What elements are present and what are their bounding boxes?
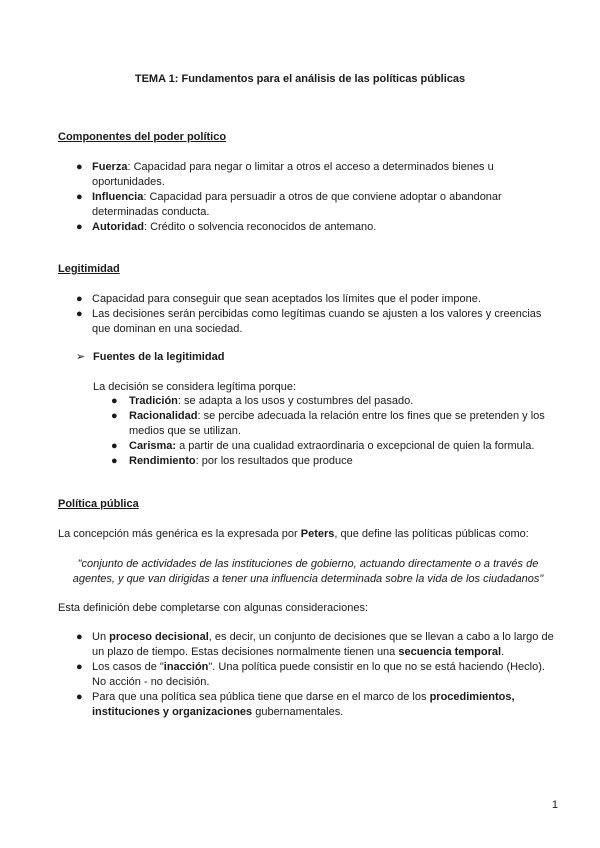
list-item: [93, 454, 563, 469]
subheading-fuentes: [76, 350, 224, 365]
bullet-icon: ●: [76, 191, 83, 203]
definition: : Capacidad para negar o limitar a otros el acceso a determinados bienes u oportunidades.: [92, 161, 494, 188]
bullet-icon: ●: [76, 308, 83, 320]
section-heading-legitimidad: Legitimidad: [58, 263, 120, 275]
author-name: Peters: [300, 528, 335, 540]
bullet-icon: ●: [76, 661, 83, 673]
key-term: proceso decisional: [109, 631, 209, 643]
term: Carisma:: [129, 440, 177, 452]
bullet-icon: ●: [76, 631, 83, 643]
key-term: inacción: [163, 661, 209, 673]
list-item: [58, 690, 558, 720]
bullet-icon: ●: [76, 161, 83, 173]
fuentes-intro: La decisión se considera legítima porque:: [93, 381, 297, 393]
term: Racionalidad: [129, 410, 198, 422]
term: Rendimiento: [129, 455, 196, 467]
bullet-icon: ●: [76, 691, 83, 703]
section-heading-politica-publica: Política pública: [58, 498, 139, 510]
list-item-text: Capacidad para conseguir que sean aceptados los límites que el poder impone.: [92, 293, 481, 305]
definition: : se adapta a los usos y costumbres del pasado.: [177, 395, 414, 407]
term: Fuerza: [92, 161, 128, 173]
bullet-list-consideraciones: [58, 630, 558, 720]
document-title: TEMA 1: Fundamentos para el análisis de las políticas públicas: [134, 73, 466, 85]
text-run: Los casos de ": [92, 661, 164, 673]
key-term: procedimientos, instituciones y organizaciones: [92, 691, 515, 718]
bullet-icon: ●: [111, 455, 118, 467]
list-item: [58, 190, 558, 220]
list-item: [93, 394, 563, 409]
definition: : Crédito o solvencia reconocidos de antemano.: [143, 221, 377, 233]
bullet-list-legitimidad: [58, 292, 558, 337]
bullet-icon: ●: [111, 440, 118, 452]
term: Autoridad: [92, 221, 144, 233]
text-run: gubernamentales.: [252, 706, 344, 718]
text-run: , es decir, un conjunto de decisiones que se llevan a cabo a lo largo de un plazo de tiempo. Estas decisiones normalmente tienen una: [92, 631, 554, 658]
text-run: ". Una política puede consistir en lo que no se está haciendo (Heclo). No acción - no decisión.: [92, 661, 545, 688]
bullet-icon: ●: [111, 395, 118, 407]
key-term: secuencia temporal: [398, 646, 502, 658]
definition: : por los resultados que produce: [195, 455, 353, 467]
text-run: Un: [92, 631, 110, 643]
list-item: [58, 292, 558, 307]
list-item: [58, 630, 558, 660]
text-run: , que define las políticas públicas como:: [334, 528, 529, 540]
bullet-icon: ●: [111, 410, 118, 422]
peters-intro: [58, 527, 558, 542]
text-run: .: [501, 646, 505, 658]
list-item: [58, 660, 558, 690]
bullet-icon: ●: [76, 221, 83, 233]
list-item: [58, 220, 558, 235]
list-item: [93, 409, 563, 439]
bullet-list-componentes: [58, 160, 558, 235]
term: Influencia: [92, 191, 144, 203]
section-heading-componentes: Componentes del poder político: [58, 131, 227, 143]
subheading-text: Fuentes de la legitimidad: [93, 351, 225, 363]
page-number: 1: [551, 799, 558, 811]
term: Tradición: [129, 395, 178, 407]
list-item: [58, 160, 558, 190]
list-item-text: Las decisiones serán percibidas como legítimas cuando se ajusten a los valores y creencias que dominan en una sociedad.: [92, 308, 542, 335]
bullet-list-fuentes: [93, 394, 563, 469]
text-run: La concepción más genérica es la expresada por: [58, 528, 301, 540]
definition: : se percibe adecuada la relación entre los fines que se pretenden y los medios que se utilizan.: [129, 410, 545, 437]
list-item: [93, 439, 563, 454]
arrow-bullet-icon: ➢: [76, 351, 86, 363]
bullet-icon: ●: [76, 293, 83, 305]
text-run: Para que una política sea pública tiene que darse en el marco de los: [92, 691, 430, 703]
definition: : Capacidad para persuadir a otros de que conviene adoptar o abandonar determinadas conducta.: [92, 191, 502, 218]
list-item: [58, 307, 558, 337]
definition-quote: "conjunto de actividades de las instituciones de gobierno, actuando directamente o a través de agentes, y que van dirigidas a tener una influencia determinada sobre la vida de los ciudadanos": [72, 558, 544, 585]
definition: a partir de una cualidad extraordinaria o excepcional de quien la formula.: [176, 440, 535, 452]
followup-text: Esta definición debe completarse con algunas consideraciones:: [58, 602, 369, 614]
